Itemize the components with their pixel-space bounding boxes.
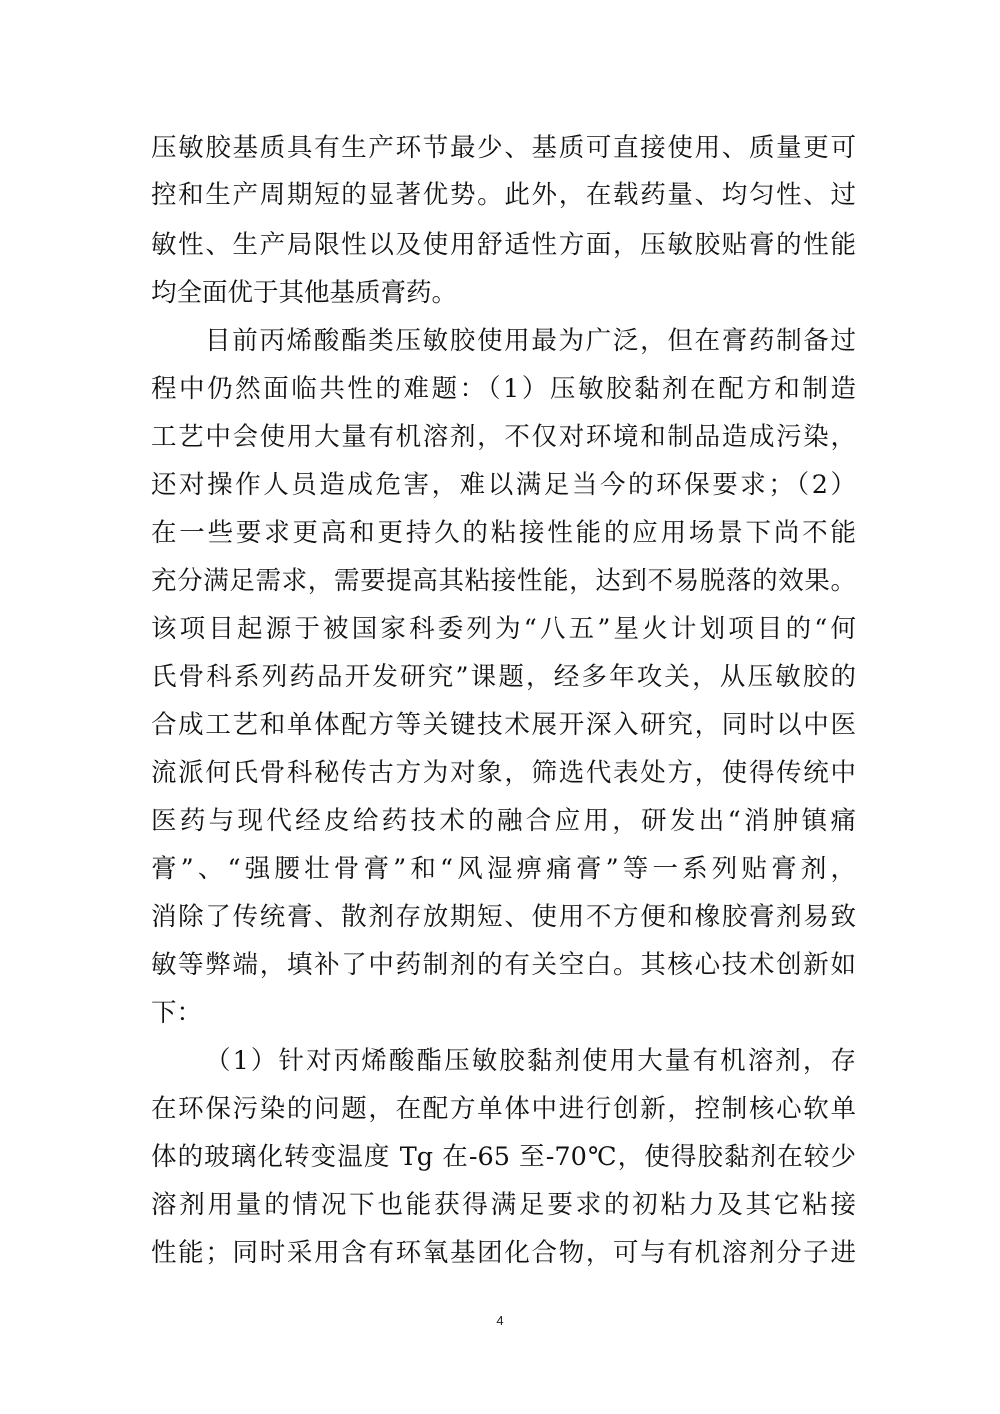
paragraph-1-line-4: 均全面优于其他基质膏药。: [151, 278, 458, 308]
paragraph-2-line-4: 还对操作人员造成危害，难以满足当今的环保要求；（2）: [151, 470, 856, 500]
paragraph-1-line-1: 压敏胶基质具有生产环节最少、基质可直接使用、质量更可: [151, 133, 856, 163]
paragraph-2-line-7: 该项目起源于被国家科委列为“八五”星火计划项目的“何: [151, 614, 856, 644]
paragraph-3-line-4: 溶剂用量的情况下也能获得满足要求的初粘力及其它粘接: [151, 1190, 856, 1220]
paragraph-2-line-15: 下：: [151, 998, 203, 1028]
paragraph-2-line-12: 膏”、“强腰壮骨膏”和“风湿痹痛膏”等一系列贴膏剂，: [151, 854, 856, 884]
paragraph-2-line-11: 医药与现代经皮给药技术的融合应用，研发出“消肿镇痛: [151, 806, 856, 836]
paragraph-2-line-9: 合成工艺和单体配方等关键技术展开深入研究，同时以中医: [151, 710, 856, 740]
paragraph-3-line-5: 性能；同时采用含有环氧基团化合物，可与有机溶剂分子进: [151, 1238, 856, 1268]
paragraph-2-line-10: 流派何氏骨科秘传古方为对象，筛选代表处方，使得传统中: [151, 758, 856, 788]
paragraph-3-line-2: 在环保污染的问题，在配方单体中进行创新，控制核心软单: [151, 1094, 856, 1124]
paragraph-2-line-5: 在一些要求更高和更持久的粘接性能的应用场景下尚不能: [151, 518, 856, 548]
paragraph-2-line-8: 氏骨科系列药品开发研究”课题，经多年攻关，从压敏胶的: [151, 662, 856, 692]
paragraph-2-line-6: 充分满足需求，需要提高其粘接性能，达到不易脱落的效果。: [151, 566, 856, 596]
paragraph-3-line-1: （1）针对丙烯酸酯压敏胶黏剂使用大量有机溶剂，存: [205, 1046, 856, 1076]
paragraph-2-line-1: 目前丙烯酸酯类压敏胶使用最为广泛，但在膏药制备过: [205, 326, 856, 356]
paragraph-2-line-13: 消除了传统膏、散剂存放期短、使用不方便和橡胶膏剂易致: [151, 902, 856, 932]
paragraph-2-line-3: 工艺中会使用大量有机溶剂，不仅对环境和制品造成污染，: [151, 422, 856, 452]
paragraph-1-line-2: 控和生产周期短的显著优势。此外，在载药量、均匀性、过: [151, 180, 856, 210]
paragraph-1-line-3: 敏性、生产局限性以及使用舒适性方面，压敏胶贴膏的性能: [151, 230, 856, 260]
paragraph-2-line-14: 敏等弊端，填补了中药制剂的有关空白。其核心技术创新如: [151, 950, 856, 980]
paragraph-3-line-3: 体的玻璃化转变温度 Tg 在-65 至-70℃，使得胶黏剂在较少: [151, 1142, 856, 1172]
page-number: 4: [496, 1313, 504, 1328]
paragraph-2-line-2: 程中仍然面临共性的难题：（1）压敏胶黏剂在配方和制造: [151, 374, 856, 404]
